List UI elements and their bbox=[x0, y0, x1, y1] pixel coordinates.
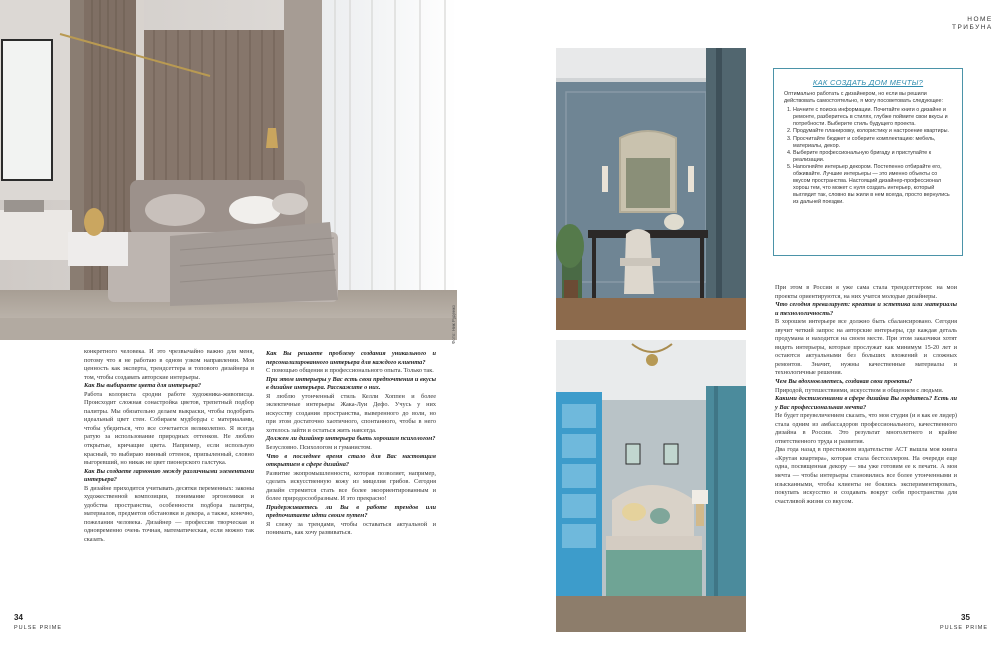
sidebar-step: 3. Просчитайте бюджет и соберите комплектацию: мебель, материалы, декор. bbox=[793, 136, 952, 150]
paragraph: Развитие экопромышленности, которая позволяет, например, сделать искусственную кожу из мицелия грибов. Сегодня дизайн стремится стать все более экоориентированным и более природосообразным. И это прекрасно! bbox=[266, 469, 436, 503]
text-column-1 bbox=[84, 348, 254, 545]
text-column-2 bbox=[266, 350, 436, 538]
tips-sidebar bbox=[773, 68, 963, 256]
question: При этом интерьеры у Вас есть свои предпочтения и вкусы в дизайне интерьера. Расскажите о них. bbox=[266, 375, 436, 392]
question: Как Вы решаете проблему создания уникального и персонализированного интерьера для каждого клиента? bbox=[266, 350, 436, 366]
left-magazine-name: PULSE PRIME bbox=[14, 625, 62, 631]
question: Как Вы выбираете цвета для интерьера? bbox=[84, 382, 201, 390]
right-magazine-name: PULSE PRIME bbox=[940, 625, 988, 631]
paragraph: При этом в России я уже сама стала трендсеттером: на мои проекты ориентируются, на них учатся молодые дизайнеры. bbox=[775, 284, 957, 300]
left-page-number: 34 bbox=[14, 613, 23, 622]
paragraph: Природой, путешествиями, искусством и общением с людьми. bbox=[775, 386, 944, 394]
paragraph: Я слежу за трендами, чтобы оставаться актуальной и понимать, как хочу развиваться. bbox=[266, 520, 436, 537]
right-page-number: 35 bbox=[961, 613, 970, 622]
sidebar-step: 5. Наполняйте интерьер декором. Постепенно отбирайте его, обживайте. Лучшие интерьеры — это именно объекты со вкусом пространства. Настоящий дизайнер-профессионал хорош тем, что может с нуля создать интерьер, который выглядит так, словно вы жили в нем всегда, просто вернулись из дальней поездки. bbox=[793, 164, 952, 207]
right-header-brand bbox=[952, 16, 993, 32]
paragraph: В хорошем интерьере все должно быть сбалансировано. Сегодня звучит четкий запрос на авторские интерьеры, где каждая деталь продумана и находится на своем месте. При этом заказчики хотят видеть интерьеры, которые прослужат как минимум 15-20 лет и остаются актуальными без больших вложений и сложных ремонтов. Значит, нужны качественные материалы и технологичные решения. bbox=[775, 318, 957, 377]
paragraph: Я люблю утонченный стиль Келли Хоппен и более эклектичные интерьеры Жака-Луи Дефо. Учусь у них искусству создания пространства, выверенного до воли, но при этом достаточно хаотичного, спонтанного, чтобы в него хотелось зайти и остаться жить навсегда. bbox=[266, 392, 436, 434]
question: Должен ли дизайнер интерьера быть хорошим психологом? bbox=[266, 435, 436, 443]
paragraph: С помощью общения и профессионального опыта. Только так. bbox=[266, 367, 434, 375]
right-header-line2: ТРИБУНА bbox=[952, 24, 993, 31]
sidebar-intro: Оптимально работать с дизайнером, но если вы решили действовать самостоятельно, я могу посоветовать следующее: bbox=[784, 91, 944, 105]
sidebar-body bbox=[784, 91, 952, 207]
bedroom-photo bbox=[0, 0, 457, 340]
sidebar-steps bbox=[784, 107, 952, 206]
question: Что сегодня превалирует: креатив и эстетика или материалы и технологичность? bbox=[775, 301, 957, 317]
question: Как Вы создаете гармонию между различными элементами интерьера? bbox=[84, 467, 254, 484]
text-column-3 bbox=[775, 284, 957, 506]
paragraph: Безусловно. Психологом и гуманистом. bbox=[266, 444, 372, 452]
right-header-line1: HOME bbox=[967, 16, 993, 23]
question: Какими достижениями в сфере дизайна Вы гордитесь? Есть ли у Вас профессиональная мечта? bbox=[775, 395, 957, 411]
paragraph: Два года назад в престижном издательстве АСТ вышла моя книга «Крутая квартира», которая стала бестселлером. На очереди еще одна, посвященная декору — мы уже готовим ее к печати. А моя мечта — чтобы интерьеры становились все более утонченными и изысканными, чтобы клиенты не боялись экспериментировать, покупать искусство и создавать вокруг себя пространства для счастливой жизни со вкусом. bbox=[775, 446, 957, 505]
paragraph: конкретного человека. И это чрезвычайно важно для меня, потому что я не работаю в одном узком направлении. Моя ценность как эксперта, трендсеттера и топового дизайнера в том, чтобы создавать авторские интерьеры. bbox=[84, 348, 254, 381]
sidebar-step: 2. Продумайте планировку, колористику и настроение квартиры. bbox=[793, 128, 952, 135]
question: Придерживаетесь ли Вы в работе трендов или предпочитаете идти своим путем? bbox=[266, 503, 436, 520]
paragraph: Не будет преувеличением сказать, что моя студия (и я как ее лидер) стала одним из амбассадоров профессионального, качественного дизайна в России. Это результат многолетнего и крайне ответственного труда и развития. bbox=[775, 412, 957, 445]
bedroom-blue-shelves-photo bbox=[556, 340, 746, 632]
sidebar-step: 1. Начните с поиска информации. Почитайте книги о дизайне и ремонте, разберитесь в стилях, глубже поймите свои вкусы и потребности. Выберите стиль будущего проекта. bbox=[793, 107, 952, 128]
paragraph: Работа колориста сродни работе художника-живописца. Происходит сложная сонастройка цветов, трепетный подбор палитры. Мы обязательно делаем выкраски, чтобы подобрать идеальный цвет стен. Собираем мудборды с материалами, чтобы убедиться, что все сочетается великолепно. Я всегда ратую за использование природных оттенков. Не люблю открытые, кричащие цвета. Например, если использую красный, то выбираю винный оттенок, припыленный, словно выгоревший, но никак не цвет пионерского галстука. bbox=[84, 390, 254, 467]
question: Чем Вы вдохновляетесь, создавая свои проекты? bbox=[775, 378, 913, 386]
photo-credit: Фото: Ник Руденко bbox=[451, 304, 456, 344]
sidebar-step: 4. Выберите профессиональную бригаду и приступайте к реализации. bbox=[793, 150, 952, 164]
paragraph: В дизайне приходится учитывать десятки переменных: законы художественной композиции, понимание эргономики и удобства пространства, особенности подбора палитры, материалов, предметов обстановки и декора, а также, конечно, пожелания человека. Дизайнер — профессия творческая и одновременно очень точная, математическая, если можно так сказать. bbox=[84, 484, 254, 544]
question: Что в последнее время стало для Вас настоящим открытием в сфере дизайна? bbox=[266, 452, 436, 469]
desk-room-photo bbox=[556, 48, 746, 330]
sidebar-title: КАК СОЗДАТЬ ДОМ МЕЧТЫ? bbox=[812, 78, 924, 87]
